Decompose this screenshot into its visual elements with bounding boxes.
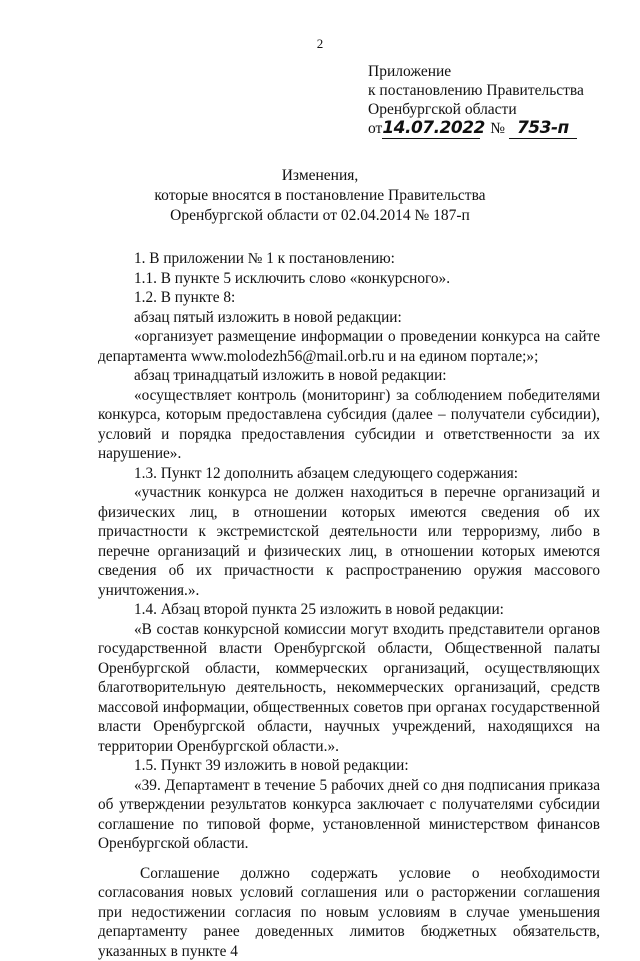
paragraph: абзац пятый изложить в новой редакции: [98, 308, 600, 328]
title-line-1: Изменения, [0, 166, 640, 186]
date-prefix: от [368, 120, 382, 137]
handwritten-date: 14.07.2022 [382, 118, 485, 138]
paragraph: 1.2. В пункте 8: [98, 288, 600, 308]
paragraph: 1. В приложении № 1 к постановлению: [98, 249, 600, 269]
paragraph: 1.4. Абзац второй пункта 25 изложить в новой редакции: [98, 600, 600, 620]
title-line-2: которые вносятся в постановление Правительства [0, 186, 640, 206]
paragraph: абзац тринадцатый изложить в новой редакции: [98, 366, 600, 386]
paragraph: «организует размещение информации о проведении конкурса на сайте департамента www.molodezh56@mail.orb.ru и на едином портале;»; [98, 327, 600, 366]
document-body [98, 249, 600, 961]
page-number: 2 [0, 36, 640, 52]
handwritten-number: 753-п [517, 118, 569, 138]
paragraph: Соглашение должно содержать условие о необходимости согласования новых условий соглашения или о расторжении соглашения при недостижении согласия по новым условиям в случае уменьшения департаменту ранее доведенных лимитов бюджетных обязательств, указанных в пункте 4 [98, 864, 600, 961]
appendix-header [368, 62, 584, 139]
paragraph: «В состав конкурсной комиссии могут входить представители органов государственной власти Оренбургской области, Общественной палаты Оренбургской области, коммерческих организаций, осуществляющих благотворительную деятельность, некоммерческих организаций, средств массовой информации, общественных советов при органах государственной власти Оренбургской области, научных учреждений, находящихся на территории Оренбургской области.». [98, 620, 600, 757]
paragraph: «осуществляет контроль (мониторинг) за соблюдением победителями конкурса, которым предоставлена субсидия (далее – получатели субсидии), условий и порядка предоставления субсидии и ответственности за их нарушение». [98, 386, 600, 464]
paragraph: 1.1. В пункте 5 исключить слово «конкурсного». [98, 269, 600, 289]
document-title [0, 166, 640, 226]
paragraph: «участник конкурса не должен находиться в перечне организаций и физических лиц, в отношении которых имеются сведения об их причастности к экстремистской деятельности или терроризму, либо в перечне организаций и физических лиц, в отношении которых имеются сведения об их причастности к распространению оружия массового уничтожения.». [98, 483, 600, 600]
paragraph: 1.5. Пункт 39 изложить в новой редакции: [98, 756, 600, 776]
paragraph: «39. Департамент в течение 5 рабочих дней со дня подписания приказа об утверждении результатов конкурса заключает с получателями субсидии соглашение по типовой форме, установленной министерством финансов Оренбургской области. [98, 776, 600, 854]
appendix-line-1: Приложение [368, 62, 584, 81]
number-sign: № [490, 120, 505, 137]
appendix-line-2: к постановлению Правительства [368, 81, 584, 100]
appendix-line-3: Оренбургской области [368, 100, 584, 119]
paragraph: 1.3. Пункт 12 дополнить абзацем следующего содержания: [98, 464, 600, 484]
title-line-3: Оренбургской области от 02.04.2014 № 187-п [0, 206, 640, 226]
appendix-date-line [368, 119, 584, 139]
